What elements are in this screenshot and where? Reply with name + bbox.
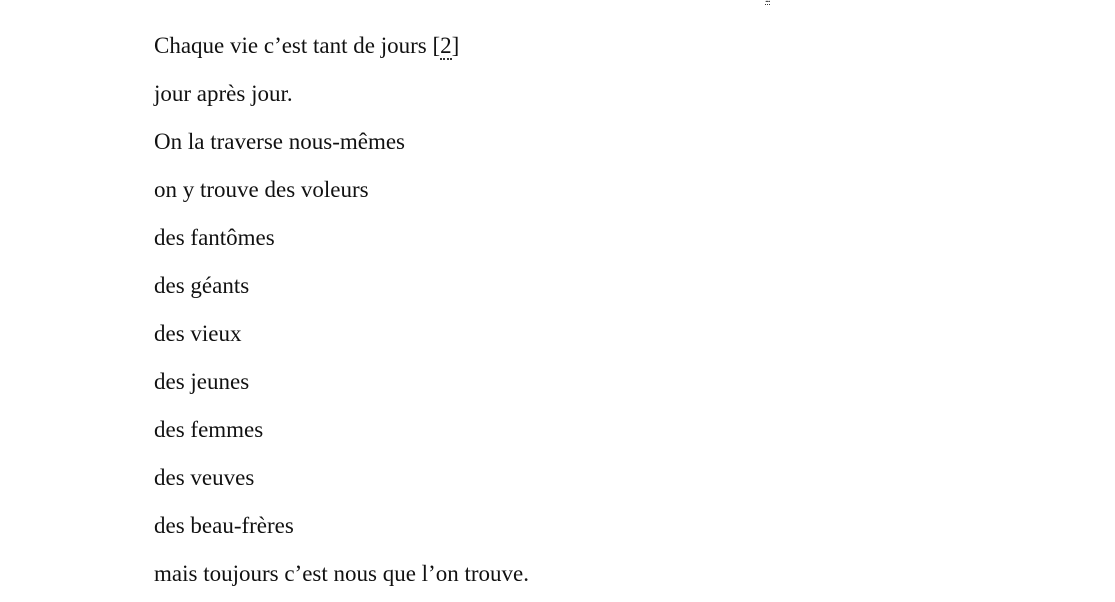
poem-line-5: des fantômes	[154, 225, 275, 250]
footnote-marker-cutoff[interactable]	[765, 0, 770, 5]
poem-line-12: mais toujours c’est nous que l’on trouve.	[154, 561, 529, 586]
poem-line-10: des veuves	[154, 465, 255, 490]
poem-line-6: des géants	[154, 273, 250, 298]
poem-line-2: jour après jour.	[154, 81, 293, 106]
poem-line-4: on y trouve des voleurs	[154, 177, 369, 202]
poem-line-suffix: ]	[451, 33, 460, 58]
poem-stanza	[154, 22, 529, 598]
poem-line-8: des jeunes	[154, 369, 250, 394]
poem-line-3: On la traverse nous-mêmes	[154, 129, 406, 154]
footnote-ref-link[interactable]: 2	[440, 33, 452, 58]
poem-line-text: Chaque vie c’est tant de jours [	[154, 33, 441, 58]
poem-line-1	[154, 22, 529, 70]
poem-line-7: des vieux	[154, 321, 242, 346]
poem-line-11: des beau-frères	[154, 513, 294, 538]
poem-line-9: des femmes	[154, 417, 264, 442]
